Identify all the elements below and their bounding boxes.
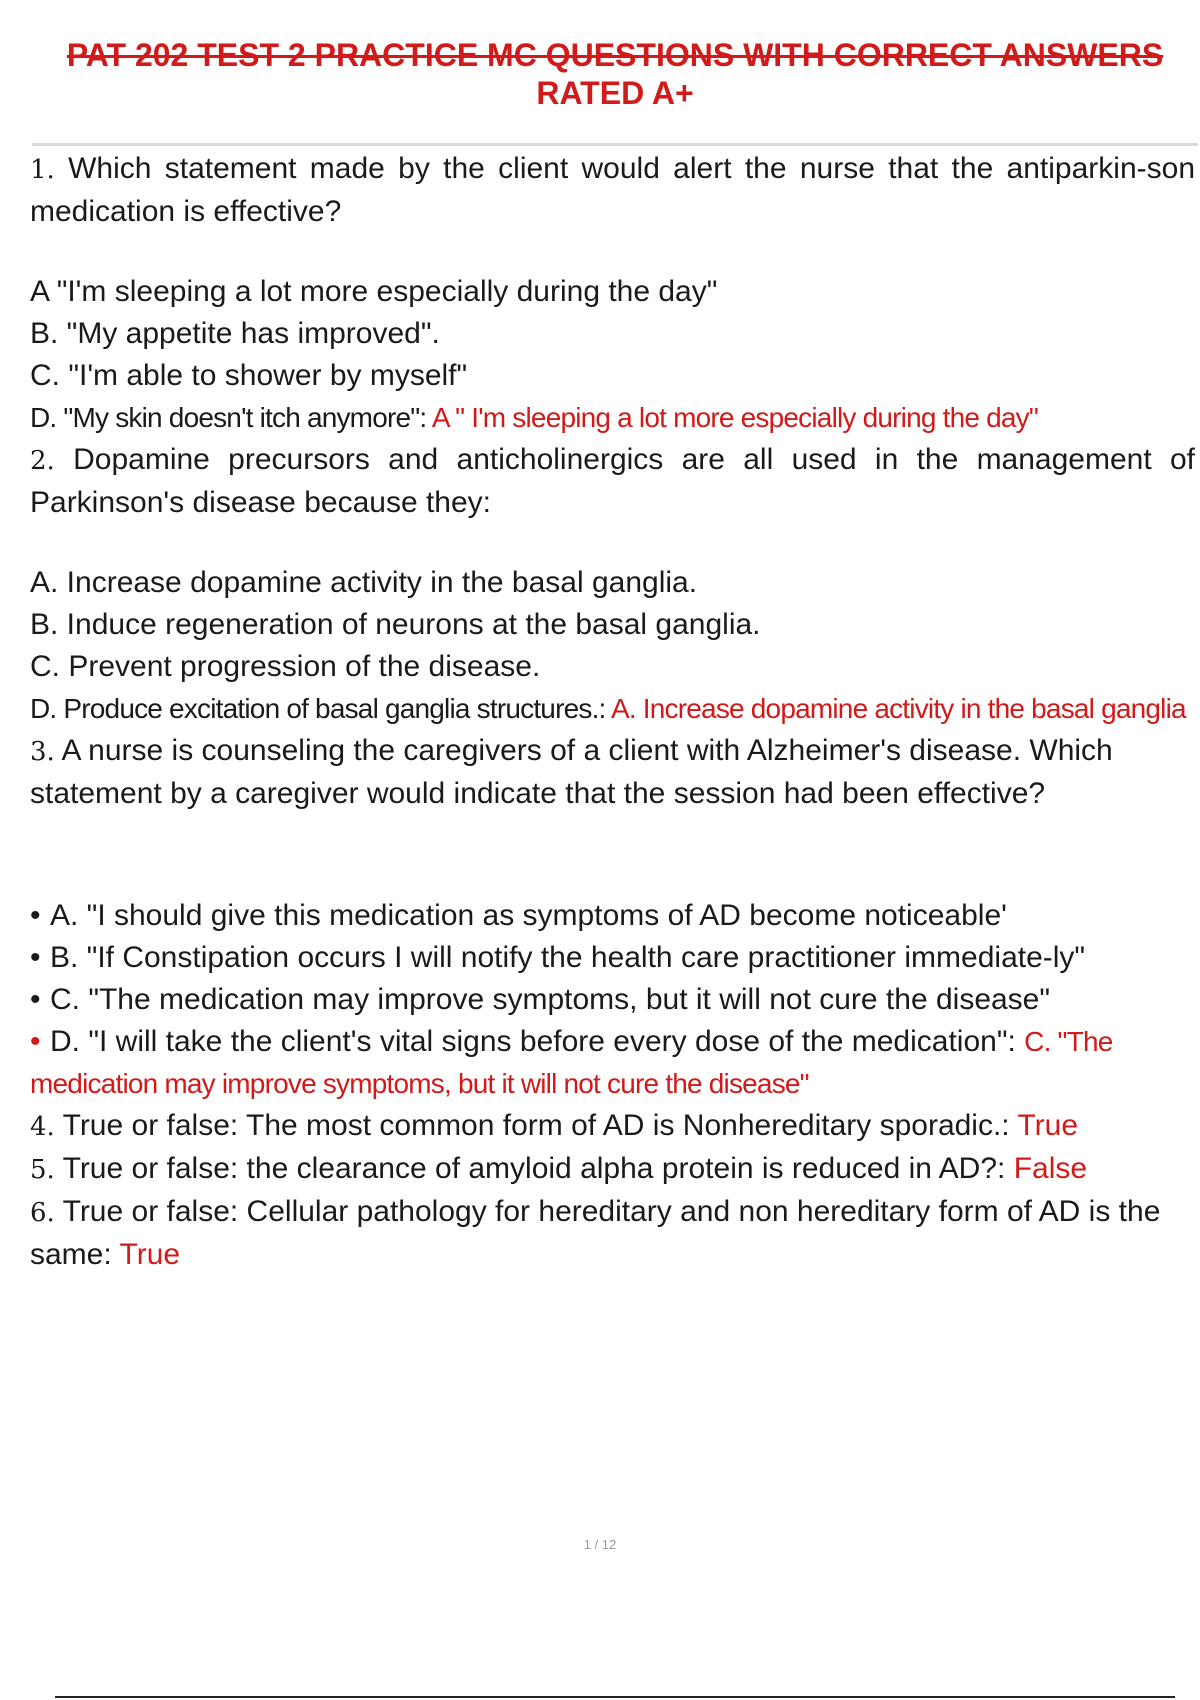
document-title <box>30 36 1200 112</box>
answer-text: False <box>1013 1152 1088 1185</box>
answer-text: True <box>1017 1109 1079 1142</box>
answer-text: A " I'm sleeping a lot more especially during the day" <box>431 402 1038 433</box>
option-b: B. "My appetite has improved". <box>30 317 440 350</box>
question-4 <box>30 1105 1195 1148</box>
option-b: B. Induce regeneration of neurons at the basal ganglia. <box>30 608 761 641</box>
option-d-text: D. "My skin doesn't itch anymore": <box>30 402 432 433</box>
question-stem: True or false: the clearance of amyloid alpha protein is reduced in AD?: <box>54 1152 1014 1185</box>
question-number: 2. <box>30 446 55 476</box>
option-text: C. "The medication may improve symptoms, but it will not cure the disease" <box>50 983 1051 1016</box>
option-d <box>30 1021 1195 1105</box>
question-number: 5. <box>30 1155 55 1185</box>
question-stem: Dopamine precursors and anticholinergics are all used in the management of Parkinson's disease because they: <box>30 443 1195 519</box>
question-stem: Which statement made by the client would alert the nurse that the antiparkin-son medication is effective? <box>30 152 1195 228</box>
question-5 <box>30 1148 1195 1191</box>
question-stem: True or false: The most common form of AD is Nonhereditary sporadic.: <box>54 1109 1018 1142</box>
option-c <box>30 979 1195 1021</box>
option-d <box>30 688 1195 730</box>
option-text: A. "I should give this medication as symptoms of AD become noticeable' <box>50 899 1007 932</box>
question-number: 3. <box>30 737 55 767</box>
title-line-2: RATED A+ <box>536 75 694 111</box>
title-line-1: PAT 202 TEST 2 PRACTICE MC QUESTIONS WITH CORRECT ANSWERS <box>66 37 1164 73</box>
bullet-icon: • <box>30 983 41 1016</box>
question-number: 4. <box>30 1112 55 1142</box>
question-stem: True or false: Cellular pathology for hereditary and non hereditary form of AD is the same: <box>30 1195 1161 1271</box>
question-1 <box>30 148 1195 233</box>
option-b <box>30 937 1195 979</box>
page-indicator: 1 / 12 <box>583 1537 617 1552</box>
answer-text: True <box>119 1238 181 1271</box>
question-number: 6. <box>30 1198 55 1228</box>
question-6 <box>30 1191 1195 1276</box>
bullet-icon: • <box>30 1025 41 1058</box>
title-divider <box>32 143 1198 146</box>
question-number: 1. <box>30 155 55 185</box>
question-3 <box>30 730 1195 815</box>
question-list <box>30 148 1195 1276</box>
answer-text: A. Increase dopamine activity in the basal ganglia <box>610 693 1186 724</box>
option-text: B. "If Constipation occurs I will notify the health care practitioner immediate-ly" <box>50 941 1086 974</box>
option-d-text: D. Produce excitation of basal ganglia structures.: <box>30 693 611 724</box>
option-a <box>30 895 1195 937</box>
option-a: A. Increase dopamine activity in the basal ganglia. <box>30 566 698 599</box>
bottom-divider <box>55 1696 1175 1698</box>
bullet-icon: • <box>30 899 41 932</box>
option-c: C. Prevent progression of the disease. <box>30 650 541 683</box>
option-text: D. "I will take the client's vital signs before every dose of the medication": <box>50 1025 1025 1058</box>
option-c: C. "I'm able to shower by myself" <box>30 359 468 392</box>
option-d <box>30 397 1195 439</box>
bullet-icon: • <box>30 941 41 974</box>
answer-text: C. "The medication may improve symptoms, but it will not cure the disease" <box>30 1026 1113 1099</box>
question-2 <box>30 439 1195 524</box>
option-a: A "I'm sleeping a lot more especially during the day" <box>30 275 718 308</box>
question-stem: A nurse is counseling the caregivers of a client with Alzheimer's disease. Which statement by a caregiver would indicate that the session had been effective? <box>30 734 1113 810</box>
